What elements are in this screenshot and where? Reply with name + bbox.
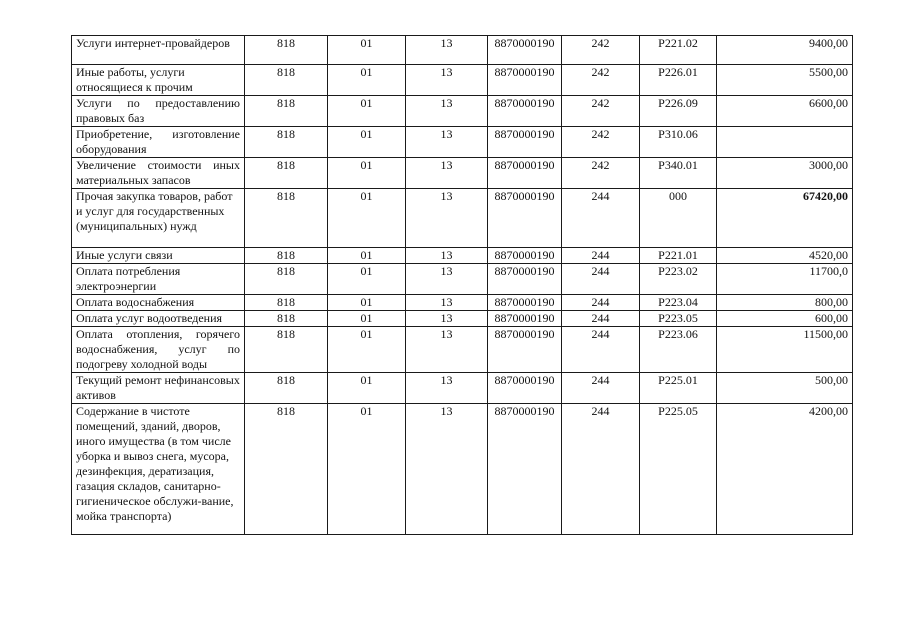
kosgu-code-cell: Р225.01 [640,373,717,404]
kosgu-code-cell: Р226.09 [640,96,717,127]
amount-cell: 4520,00 [717,248,853,264]
ministry-code-cell: 818 [245,96,328,127]
ministry-code-cell: 818 [245,295,328,311]
expense-type-cell: 242 [562,65,640,96]
amount-cell: 6600,00 [717,96,853,127]
amount-cell: 800,00 [717,295,853,311]
expense-name-cell: Услуги по предоставлению правовых баз [72,96,245,127]
amount-cell: 9400,00 [717,36,853,65]
ministry-code-cell: 818 [245,189,328,248]
budget-table [71,35,853,535]
table-row [72,373,853,404]
target-article-cell: 8870000190 [488,248,562,264]
expense-name-cell: Приобретение, изготовление оборудования [72,127,245,158]
section-code-cell: 01 [328,264,406,295]
target-article-cell: 8870000190 [488,36,562,65]
ministry-code-cell: 818 [245,311,328,327]
ministry-code-cell: 818 [245,127,328,158]
subsection-code-cell: 13 [406,327,488,373]
expense-name-cell: Оплата услуг водоотведения [72,311,245,327]
table-row [72,264,853,295]
target-article-cell: 8870000190 [488,373,562,404]
amount-cell: 11700,0 [717,264,853,295]
expense-type-cell: 242 [562,96,640,127]
expense-type-cell: 244 [562,248,640,264]
section-code-cell: 01 [328,295,406,311]
table-row [72,327,853,373]
amount-cell: 4200,00 [717,404,853,535]
subsection-code-cell: 13 [406,264,488,295]
amount-cell: 11500,00 [717,327,853,373]
budget-table-body [72,36,853,535]
target-article-cell: 8870000190 [488,311,562,327]
expense-type-cell: 244 [562,404,640,535]
kosgu-code-cell: Р226.01 [640,65,717,96]
subsection-code-cell: 13 [406,404,488,535]
target-article-cell: 8870000190 [488,295,562,311]
expense-name-cell: Прочая закупка товаров, работ и услуг для государственных (муниципальных) нужд [72,189,245,248]
target-article-cell: 8870000190 [488,404,562,535]
section-code-cell: 01 [328,127,406,158]
subsection-code-cell: 13 [406,96,488,127]
amount-cell: 67420,00 [717,189,853,248]
expense-name-cell: Содержание в чистоте помещений, зданий, дворов, иного имущества (в том числе уборка и вывоз снега, мусора, дезинфекция, дератизация, газация складов, санитарно-гигиеническое обслужи-вание, мойка транспорта) [72,404,245,535]
target-article-cell: 8870000190 [488,327,562,373]
kosgu-code-cell: Р340.01 [640,158,717,189]
budget-table-sheet [71,35,852,535]
subsection-code-cell: 13 [406,248,488,264]
expense-name-cell: Оплата потребления электроэнергии [72,264,245,295]
table-row [72,36,853,65]
section-code-cell: 01 [328,311,406,327]
expense-type-cell: 242 [562,158,640,189]
amount-cell: 500,00 [717,373,853,404]
subsection-code-cell: 13 [406,127,488,158]
section-code-cell: 01 [328,158,406,189]
section-code-cell: 01 [328,36,406,65]
expense-name-cell: Оплата отопления, горячего водоснабжения, услуг по подогреву холодной воды [72,327,245,373]
kosgu-code-cell: Р223.02 [640,264,717,295]
subsection-code-cell: 13 [406,65,488,96]
ministry-code-cell: 818 [245,373,328,404]
table-row [72,295,853,311]
kosgu-code-cell: Р223.06 [640,327,717,373]
kosgu-code-cell: 000 [640,189,717,248]
target-article-cell: 8870000190 [488,127,562,158]
section-code-cell: 01 [328,248,406,264]
section-code-cell: 01 [328,404,406,535]
table-row [72,404,853,535]
expense-type-cell: 244 [562,295,640,311]
table-row [72,158,853,189]
amount-cell: 600,00 [717,311,853,327]
amount-cell: 5500,00 [717,65,853,96]
section-code-cell: 01 [328,65,406,96]
subsection-code-cell: 13 [406,36,488,65]
section-code-cell: 01 [328,189,406,248]
kosgu-code-cell: Р221.01 [640,248,717,264]
expense-name-cell: Увеличение стоимости иных материальных запасов [72,158,245,189]
ministry-code-cell: 818 [245,36,328,65]
table-row [72,127,853,158]
expense-type-cell: 244 [562,189,640,248]
target-article-cell: 8870000190 [488,96,562,127]
subsection-code-cell: 13 [406,373,488,404]
table-row [72,65,853,96]
ministry-code-cell: 818 [245,248,328,264]
expense-type-cell: 242 [562,36,640,65]
expense-type-cell: 244 [562,264,640,295]
expense-type-cell: 242 [562,127,640,158]
expense-type-cell: 244 [562,327,640,373]
target-article-cell: 8870000190 [488,65,562,96]
section-code-cell: 01 [328,327,406,373]
ministry-code-cell: 818 [245,158,328,189]
amount-cell [717,127,853,158]
table-row [72,96,853,127]
target-article-cell: 8870000190 [488,158,562,189]
subsection-code-cell: 13 [406,189,488,248]
table-row [72,189,853,248]
kosgu-code-cell: Р310.06 [640,127,717,158]
target-article-cell: 8870000190 [488,264,562,295]
ministry-code-cell: 818 [245,264,328,295]
expense-name-cell: Оплата водоснабжения [72,295,245,311]
expense-type-cell: 244 [562,311,640,327]
section-code-cell: 01 [328,96,406,127]
kosgu-code-cell: Р223.05 [640,311,717,327]
expense-name-cell: Иные работы, услуги относящиеся к прочим [72,65,245,96]
section-code-cell: 01 [328,373,406,404]
amount-cell: 3000,00 [717,158,853,189]
kosgu-code-cell: Р225.05 [640,404,717,535]
table-row [72,248,853,264]
expense-type-cell: 244 [562,373,640,404]
kosgu-code-cell: Р223.04 [640,295,717,311]
ministry-code-cell: 818 [245,327,328,373]
target-article-cell: 8870000190 [488,189,562,248]
expense-name-cell: Услуги интернет-провайдеров [72,36,245,65]
ministry-code-cell: 818 [245,65,328,96]
expense-name-cell: Иные услуги связи [72,248,245,264]
expense-name-cell: Текущий ремонт нефинансовых активов [72,373,245,404]
subsection-code-cell: 13 [406,311,488,327]
table-row [72,311,853,327]
subsection-code-cell: 13 [406,158,488,189]
kosgu-code-cell: Р221.02 [640,36,717,65]
subsection-code-cell: 13 [406,295,488,311]
ministry-code-cell: 818 [245,404,328,535]
